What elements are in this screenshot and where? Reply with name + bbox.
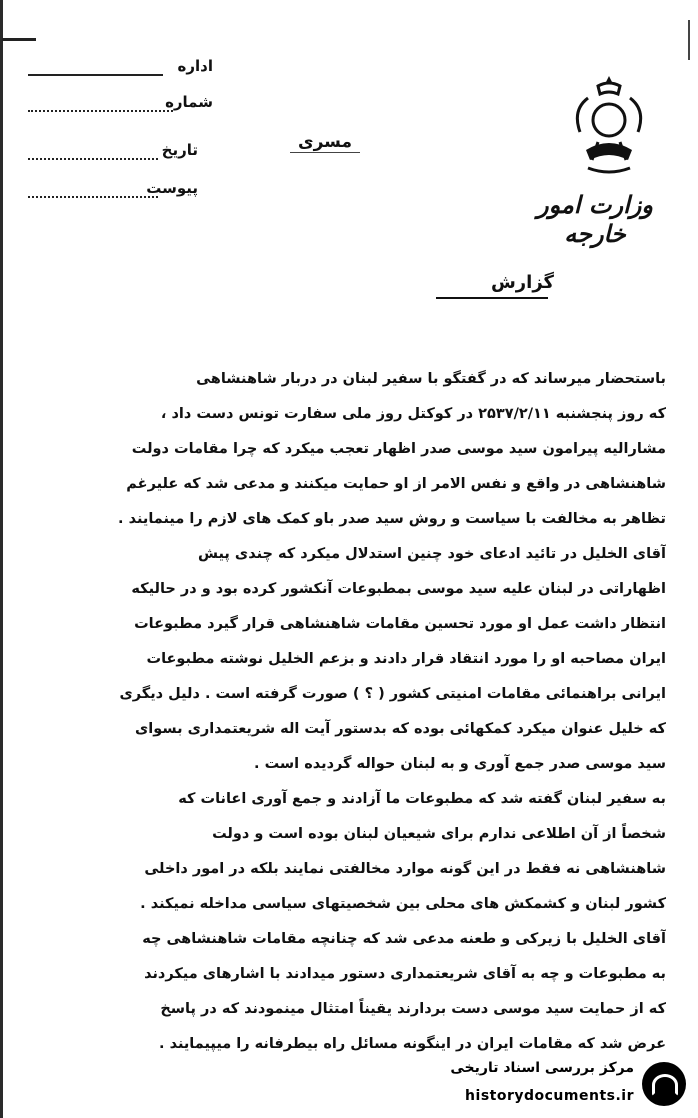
body-line: عرض شد که مقامات ایران در اینگونه مسائل راه بیطرفانه را میپیمایند .	[159, 1036, 666, 1052]
body-line: آقای الخلیل با زیرکی و طعنه مدعی شد که چنانچه مقامات شاهنشاهی چه	[142, 931, 666, 947]
body-line: شاهنشاهی نه فقط در این گونه موارد مخالفتی نمایند بلکه در امور داخلی	[144, 861, 666, 877]
body-line: باستحضار میرساند که در گفتگو با سفیر لبنان در دربار شاهنشاهی	[196, 371, 666, 387]
scan-edge	[0, 0, 3, 1118]
body-line: سید موسی صدر جمع آوری و به لبنان حواله گردیده است .	[254, 756, 666, 772]
header-field-department	[28, 56, 213, 78]
ministry-name: وزارت امور خارجه	[537, 190, 653, 248]
body-line: اظهاراتی در لبنان علیه سید موسی بمطبوعات آنکشور کرده بود و در حالیکه	[131, 581, 666, 597]
lion-and-sun-emblem-icon	[568, 72, 650, 180]
watermark	[422, 1058, 694, 1116]
header-field-date	[28, 140, 198, 162]
body-line: آقای الخلیل در تائید ادعای خود چنین استدلال میکرد که چندی پیش	[198, 546, 666, 562]
body-line: تظاهر به مخالفت با سیاست و روش سید صدر باو کمک های لازم را مینمایند .	[118, 511, 666, 527]
header-field-label: تاریخ	[161, 141, 198, 159]
body-line: شاهنشاهی در واقع و نفس الامر از او حمایت میکنند و مدعی شد که علیرغم	[126, 476, 666, 492]
body-line: که از حمایت سید موسی دست بردارند یقیناً امتثال مینمودند که در پاسخ	[160, 1001, 666, 1017]
body-line: مشارالیه پیرامون سید موسی صدر اظهار تعجب میکرد که چرا مقامات دولت	[131, 441, 666, 457]
report-body	[56, 362, 666, 1062]
body-line: که روز پنجشنبه ۲۵۳۷/۲/۱۱ در کوکتل روز ملی سفارت تونس دست داد ،	[160, 406, 666, 422]
body-line: شخصاً از آن اطلاعی ندارم برای شیعیان لبنان بوده است و دولت	[212, 826, 666, 842]
classification-stamp: مسری	[298, 132, 352, 152]
scan-mark	[2, 38, 36, 41]
body-line: ایران مصاحبه او را مورد انتقاد قرار دادند و بزعم الخلیل نوشته مطبوعات	[146, 651, 666, 667]
document-title: گزارش	[490, 272, 554, 293]
classification-underline	[290, 152, 360, 153]
body-line: به سفیر لبنان گفته شد که مطبوعات ما آزادند و جمع آوری اعانات که	[178, 791, 666, 807]
header-field-attachment	[28, 178, 198, 200]
watermark-url: historydocuments.ir	[465, 1088, 634, 1104]
body-line: که خلیل عنوان میکرد کمکهائی بوده که بدستور آیت اله شریعتمداری بسوای	[134, 721, 666, 737]
header-field-number	[28, 92, 213, 114]
header-field-label: پیوست	[146, 179, 198, 197]
body-line: انتظار داشت عمل او مورد تحسین مقامات شاهنشاهی قرار گیرد مطبوعات	[134, 616, 666, 632]
archive-logo-icon	[642, 1062, 686, 1106]
body-line: به مطبوعات و چه به آقای شریعتمداری دستور میدادند با اشارهای میکردند	[144, 966, 666, 982]
title-underline	[436, 297, 548, 299]
header-field-label: شماره	[165, 93, 213, 111]
scan-edge-right	[688, 20, 690, 60]
watermark-persian: مرکز بررسی اسناد تاریخی	[450, 1060, 634, 1076]
body-line: ایرانی براهنمائی مقامات امنیتی کشور ( ؟ ) صورت گرفته است . دلیل دیگری	[119, 686, 666, 702]
body-line: کشور لبنان و کشمکش های محلی بین شخصیتهای سیاسی مداخله نمیکند .	[140, 896, 666, 912]
header-field-label: اداره	[177, 57, 213, 75]
